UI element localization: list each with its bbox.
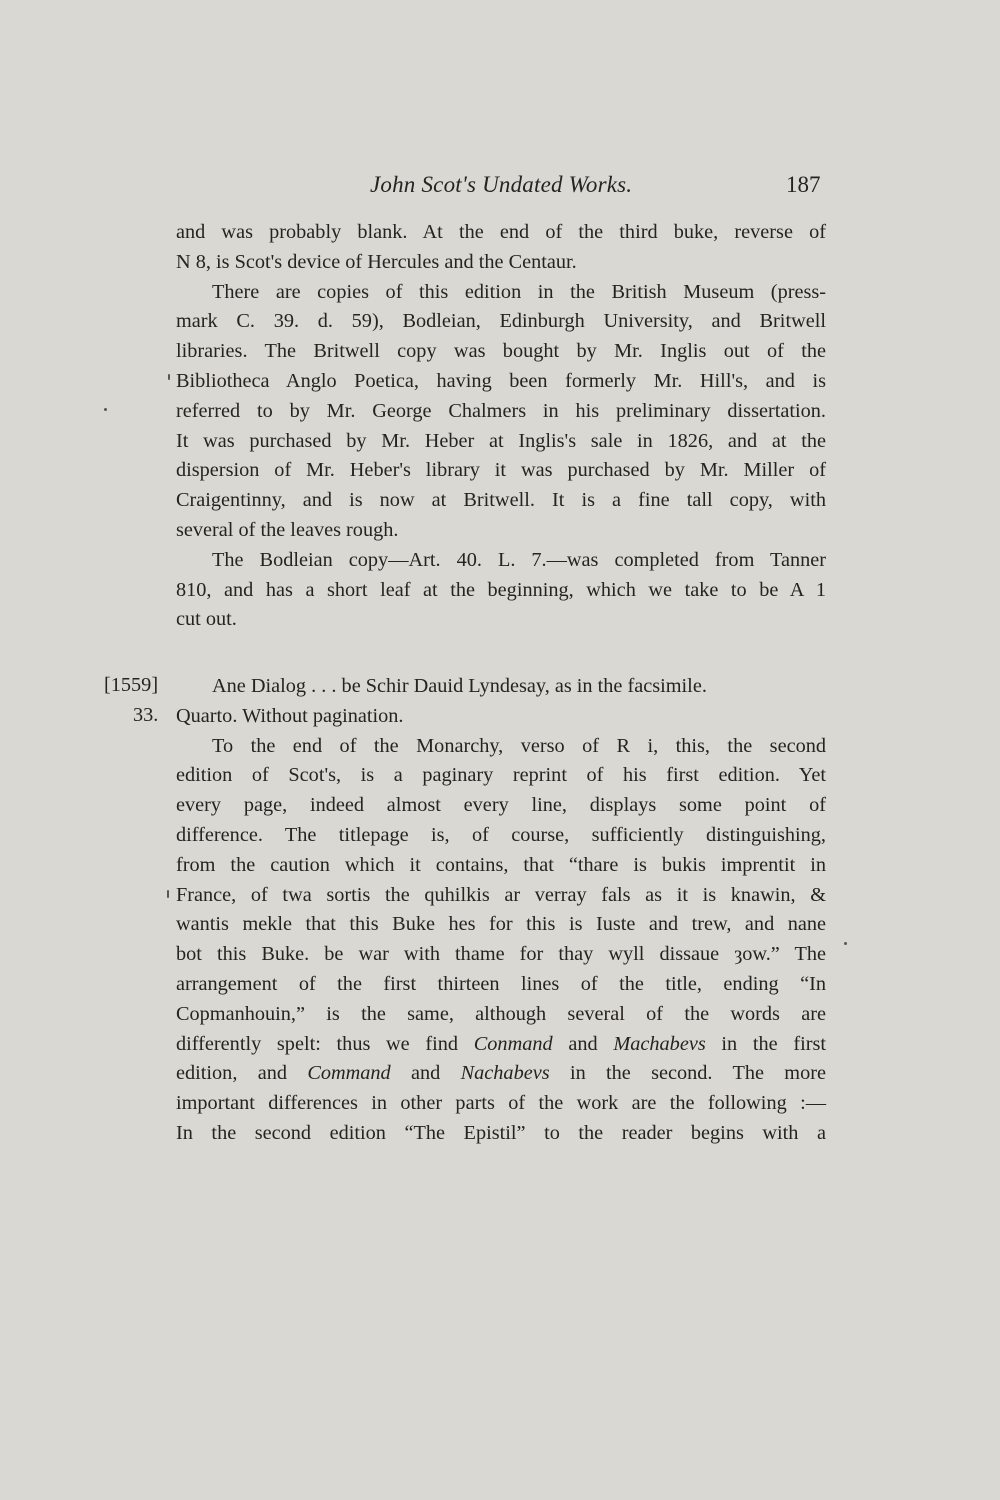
italic-word: Nachabevs (460, 1062, 550, 1085)
margin-entry-number: 33. (133, 704, 159, 726)
text-line: from the caution which it contains, that “thare is bukis imprentit in (176, 853, 826, 876)
text-line: wantis mekle that this Buke hes for this is Iuste and trew, and nane (176, 913, 826, 936)
text-line: Craigentinny, and is now at Britwell. It is a fine tall copy, with (176, 489, 826, 512)
text-line: several of the leaves rough. (176, 518, 399, 541)
text-line: Ane Dialog . . . be Schir Dauid Lyndesay, as in the facsimile. (212, 675, 707, 697)
text-run: differently spelt: thus we find (176, 1032, 459, 1055)
italic-word: Command (307, 1062, 391, 1085)
italic-word: Machabevs (613, 1032, 706, 1055)
text-line: bot this Buke. be war with thame for thay wyll dissaue ȝow.” The (176, 943, 826, 966)
text-run: and (568, 1032, 598, 1055)
paper-speck (167, 890, 169, 898)
paper-speck (844, 942, 847, 945)
text-line: cut out. (176, 608, 237, 631)
italic-word: Conmand (473, 1032, 553, 1055)
running-head-title: John Scot's Undated Works. (370, 172, 633, 197)
text-line: 810, and has a short leaf at the beginning, which we take to be A 1 (176, 578, 826, 601)
paper-speck (104, 408, 107, 411)
text-line: edition of Scot's, is a paginary reprint of his first edition. Yet (176, 764, 826, 787)
page-number: 187 (786, 172, 821, 197)
text-line: Quarto. Without pagination. (176, 704, 404, 727)
text-line: France, of twa sortis the quhilkis ar verray fals as it is knawin, & (176, 883, 826, 906)
text-line: every page, indeed almost every line, displays some point of (176, 794, 826, 817)
text-line: and was probably blank. At the end of the third buke, reverse of (176, 221, 826, 243)
text-run: and (411, 1062, 441, 1085)
text-line: N 8, is Scot's device of Hercules and the Centaur. (176, 250, 577, 273)
text-line: Bibliotheca Anglo Poetica, having been formerly Mr. Hill's, and is (176, 369, 826, 392)
text-line: referred to by Mr. George Chalmers in his preliminary dissertation. (176, 399, 826, 422)
paragraph-block-2 (176, 672, 826, 1149)
text-line: difference. The titlepage is, of course, sufficiently distinguishing, (176, 823, 826, 846)
text-line: Copmanhouin,” is the same, although several of the words are (176, 1002, 826, 1025)
text-line: dispersion of Mr. Heber's library it was purchased by Mr. Miller of (176, 459, 826, 482)
paper-speck (168, 374, 170, 380)
text-line-mixed (176, 1030, 826, 1060)
text-line: In the second edition “The Epistil” to the reader begins with a (176, 1121, 826, 1144)
text-line: It was purchased by Mr. Heber at Inglis's sale in 1826, and at the (176, 429, 826, 452)
margin-year: [1559] (104, 674, 159, 696)
text-run: in the second. The more (569, 1062, 826, 1085)
text-run: edition, and (176, 1062, 287, 1085)
text-line: important differences in other parts of the work are the following :— (176, 1092, 826, 1115)
text-line: mark C. 39. d. 59), Bodleian, Edinburgh University, and Britwell (176, 310, 826, 333)
text-line: libraries. The Britwell copy was bought by Mr. Inglis out of the (176, 340, 826, 363)
paragraph-block-1 (176, 218, 826, 635)
text-line: The Bodleian copy—Art. 40. L. 7.—was completed from Tanner (212, 548, 826, 571)
text-run: in the first (721, 1032, 827, 1055)
text-line: There are copies of this edition in the British Museum (press- (212, 280, 826, 303)
text-line: To the end of the Monarchy, verso of R i, this, the second (212, 734, 826, 757)
text-line: arrangement of the first thirteen lines of the title, ending “In (176, 972, 826, 995)
text-line-mixed (176, 1059, 826, 1089)
